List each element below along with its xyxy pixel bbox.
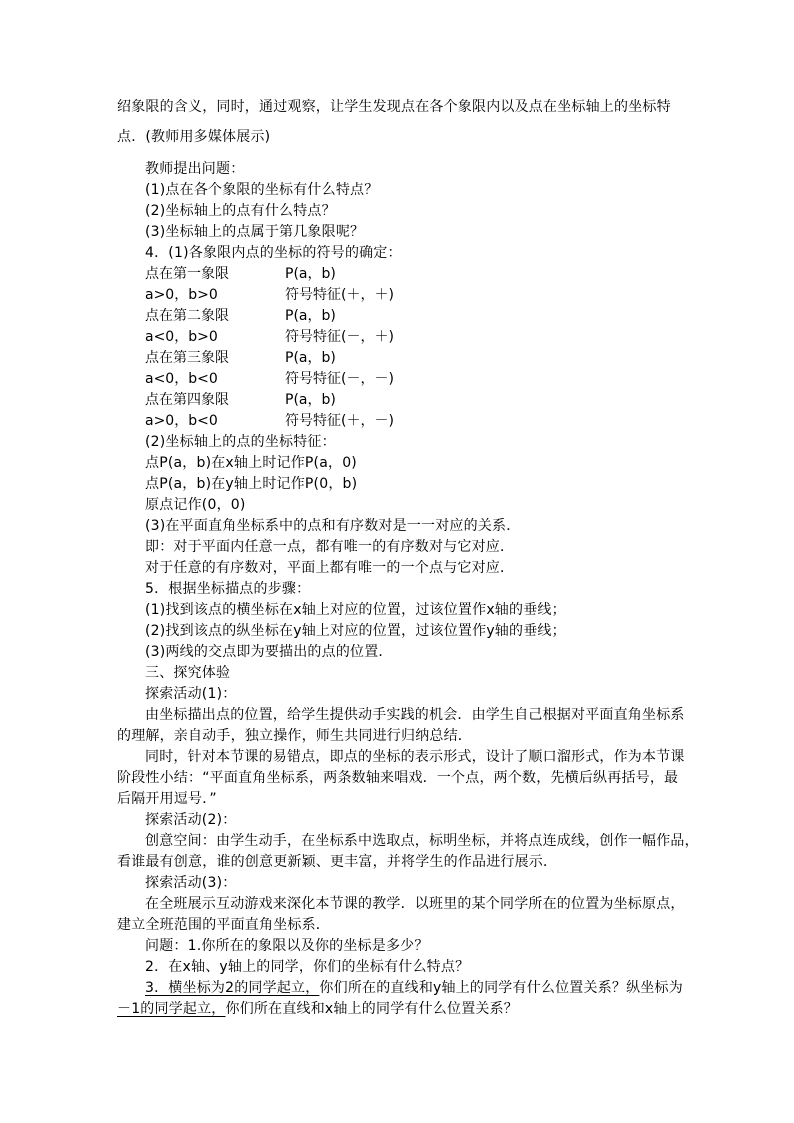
correspondence-3: 对于任意的有序数对，平面上都有唯一的一个点与它对应．: [145, 560, 515, 576]
game-question-3-cont-rest: 你们所在直线和x轴上的同学有什么位置关系？: [225, 1001, 518, 1017]
activity-2-text: 创意空间：由学生动手，在坐标系中选取点，标明坐标，并将点连成线，创作一幅作品，: [145, 833, 699, 849]
axis-y-rule: 点P(a，b)在y轴上时记作P(0，b): [145, 476, 358, 492]
sign-row-right: 符号特征(－，－): [285, 371, 394, 387]
origin-rule: 原点记作(0，0): [145, 497, 246, 513]
questions-heading: 教师提出问题：: [145, 161, 245, 177]
activity-3-title: 探索活动(3)：: [145, 875, 237, 891]
sign-row-left: a<0，b<0: [145, 371, 218, 387]
activity-1-text: 的理解，亲自动手，独立操作，师生共同进行归纳总结．: [117, 728, 472, 744]
sign-row-right: 符号特征(＋，－): [285, 413, 394, 429]
game-question-3-underlined: 3．横坐标为2的同学起立，: [145, 980, 320, 996]
activity-2-text: 看谁最有创意，谁的创意更新颖、更丰富，并将学生的作品进行展示．: [117, 854, 558, 870]
question-1: (1)点在各个象限的坐标有什么特点？: [145, 182, 379, 198]
game-question-3-rest: 你们所在的直线和y轴上的同学有什么位置关系？纵坐标为: [319, 980, 683, 996]
sign-row-right: 符号特征(＋，＋): [285, 287, 394, 303]
sign-row-left: 点在第四象限: [145, 392, 229, 408]
sign-row-left: 点在第一象限: [145, 266, 229, 282]
axis-heading: (2)坐标轴上的点的坐标特征：: [145, 434, 336, 450]
step-1: (1)找到该点的横坐标在x轴上对应的位置，过该位置作x轴的垂线；: [145, 602, 566, 618]
game-question-3-cont: [117, 1000, 518, 1018]
correspondence-1: (3)在平面直角坐标系中的点和有序数对是一一对应的关系．: [145, 518, 521, 534]
sign-row-left: 点在第三象限: [145, 350, 229, 366]
activity-1-text: 由坐标描出点的位置，给学生提供动手实践的机会．由学生自己根据对平面直角坐标系: [145, 707, 685, 723]
activity-3-text: 建立全班范围的平面直角坐标系．: [117, 917, 330, 933]
activity-1-text: 阶段性小结：“平面直角坐标系，两条数轴来唱戏．一个点，两个数，先横后纵再括号，最: [117, 770, 679, 786]
intro-line-2: 点．(教师用多媒体展示): [117, 129, 271, 145]
steps-heading: 5．根据坐标描点的步骤：: [145, 581, 311, 597]
activity-3-text: 在全班展示互动游戏来深化本节课的教学．以班里的某个同学所在的位置为坐标原点，: [145, 896, 685, 912]
section-heading: 三、探究体验: [145, 665, 231, 681]
game-question-1: 问题：1.你所在的象限以及你的坐标是多少？: [145, 938, 429, 954]
sign-row-right: P(a，b): [285, 350, 336, 366]
step-3: (3)两线的交点即为要描出的点的位置．: [145, 644, 393, 660]
game-question-3: [145, 979, 683, 997]
sign-row-right: 符号特征(－，＋): [285, 329, 394, 345]
axis-x-rule: 点P(a，b)在x轴上时记作P(a，0): [145, 455, 357, 471]
sign-row-left: a<0，b>0: [145, 329, 218, 345]
sign-row-right: P(a，b): [285, 308, 336, 324]
sign-row-left: 点在第二象限: [145, 308, 229, 324]
activity-1-text: 同时，针对本节课的易错点，即点的坐标的表示形式，设计了顺口溜形式，作为本节课: [145, 749, 685, 765]
question-3: (3)坐标轴上的点属于第几象限呢？: [145, 224, 365, 240]
game-question-2: 2．在x轴、y轴上的同学，你们的坐标有什么特点？: [145, 959, 470, 975]
sign-row-right: P(a，b): [285, 392, 336, 408]
game-question-3-cont-underlined: －1的同学起立，: [117, 1001, 226, 1017]
sign-row-left: a>0，b<0: [145, 413, 218, 429]
activity-2-title: 探索活动(2)：: [145, 812, 237, 828]
question-2: (2)坐标轴上的点有什么特点？: [145, 203, 336, 219]
step-2: (2)找到该点的纵坐标在y轴上对应的位置，过该位置作y轴的垂线；: [145, 623, 566, 639]
sign-row-right: P(a，b): [285, 266, 336, 282]
activity-1-title: 探索活动(1)：: [145, 686, 237, 702]
signs-heading: 4．(1)各象限内点的坐标的符号的确定：: [145, 245, 402, 261]
sign-row-left: a>0，b>0: [145, 287, 218, 303]
activity-1-text: 后隔开用逗号．”: [117, 791, 217, 807]
correspondence-2: 即：对于平面内任意一点，都有唯一的有序数对与它对应．: [145, 539, 515, 555]
intro-line-1: 绍象限的含义，同时，通过观察，让学生发现点在各个象限内以及点在坐标轴上的坐标特: [117, 99, 671, 115]
